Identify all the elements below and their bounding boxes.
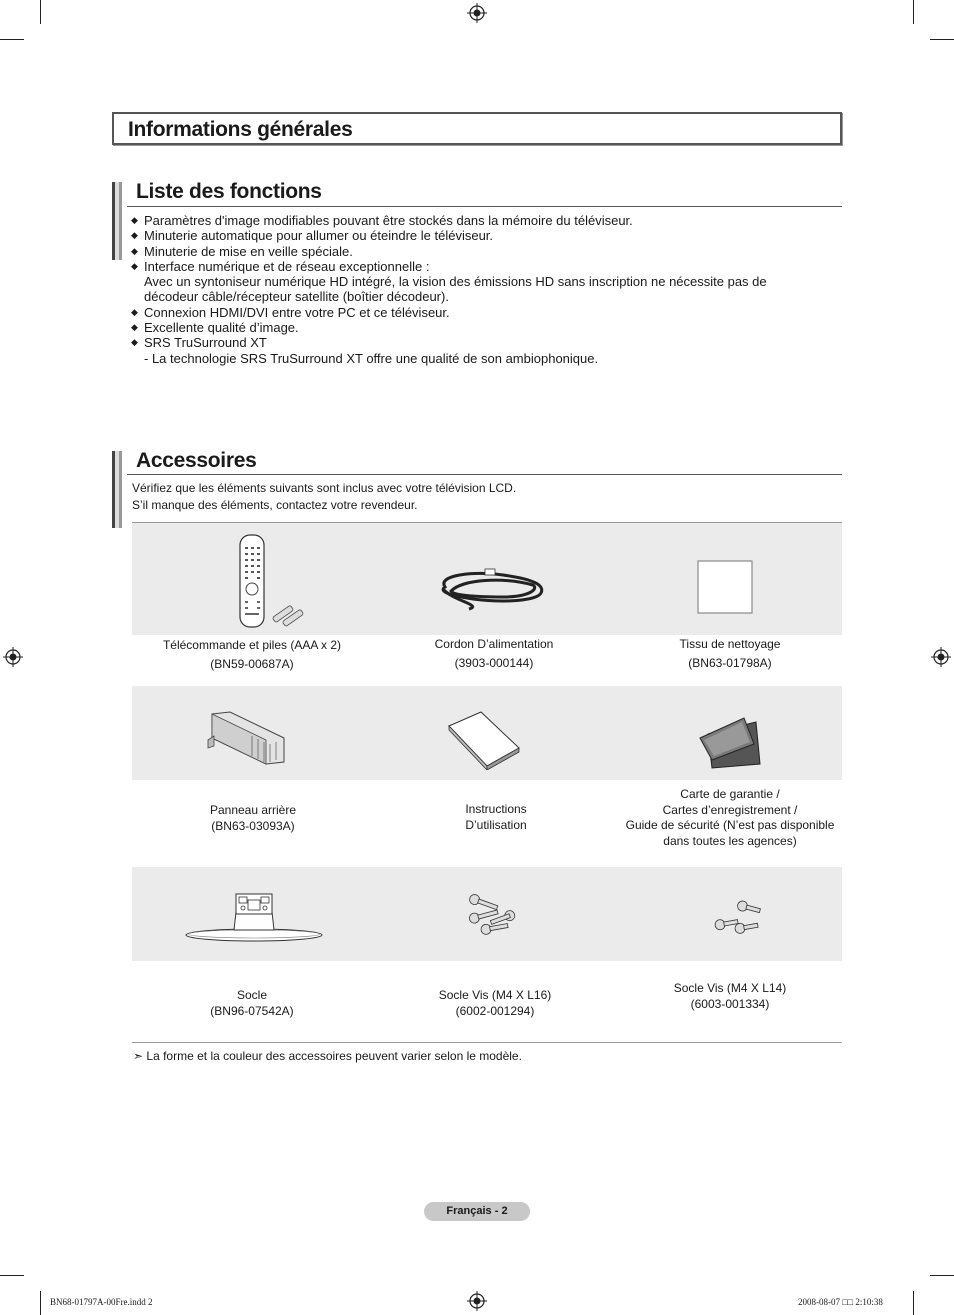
accessory-caption [612, 787, 848, 849]
caption-line: Socle Vis (M4 X L14) [673, 981, 787, 995]
crop-mark [913, 0, 914, 24]
bullet-icon: ◆ [131, 245, 138, 256]
crop-mark [40, 1291, 41, 1315]
accessory-caption [376, 637, 612, 671]
caption-line: Socle [236, 988, 268, 1002]
page-title-box [112, 112, 842, 145]
caption-line: Socle Vis (M4 X L16) [438, 988, 552, 1002]
list-item-detail: - La technologie SRS TruSurround XT offre une qualité de son ambiophonique. [144, 350, 599, 366]
caption-line: Cartes d’enregistrement / [662, 802, 798, 817]
caption-line: (BN96-07542A) [210, 1003, 294, 1018]
section-bar [112, 451, 122, 528]
screws-m4-l16-icon [466, 893, 522, 937]
remote-control-icon [232, 533, 312, 629]
caption-line: (6002-001294) [455, 1003, 535, 1018]
registration-mark-icon [467, 3, 487, 23]
grid-rule [132, 1042, 842, 1043]
bullet-icon: ◆ [131, 260, 138, 271]
accessories-note [133, 1049, 522, 1063]
list-item: ◆ Minuterie automatique pour allumer ou éteindre le téléviseur. [131, 228, 494, 244]
bullet-icon: ◆ [131, 306, 138, 317]
list-item: ◆ Minuterie de mise en veille spéciale. [131, 243, 353, 259]
section-bar [112, 182, 122, 260]
caption-line: Panneau arrière [209, 803, 297, 817]
registration-mark-icon [3, 647, 23, 667]
print-timestamp: 2008-08-07 □□ 2:10:38 [798, 1297, 883, 1307]
crop-mark [0, 1275, 24, 1276]
section-rule [127, 474, 842, 475]
feature-list [131, 213, 831, 366]
registration-mark-icon [931, 647, 951, 667]
stand-icon [184, 890, 324, 944]
list-item: ◆ Connexion HDMI/DVI entre votre PC et ce téléviseur. [131, 304, 450, 320]
note-text: La forme et la couleur des accessoires peuvent varier selon le modèle. [146, 1049, 522, 1063]
rear-panel-icon [204, 710, 288, 766]
page-number-badge: Français - 2 [424, 1202, 530, 1221]
note-arrow-icon: ➣ [133, 1049, 144, 1063]
power-cord-icon [433, 565, 549, 611]
caption-line: Tissu de nettoyage [679, 637, 781, 651]
caption-line: (BN63-03093A) [211, 818, 295, 833]
registration-mark-icon [467, 1291, 487, 1311]
caption-line: dans toutes les agences) [663, 833, 797, 848]
page-title: Informations générales [128, 118, 353, 141]
intro-line: Vérifiez que les éléments suivants sont inclus avec votre télévision LCD. [132, 481, 517, 495]
intro-line: S’il manque des éléments, contactez votre revendeur. [132, 498, 418, 512]
cleaning-cloth-icon [696, 559, 754, 615]
section-rule [127, 206, 842, 207]
caption-line: (BN59-00687A) [210, 656, 294, 671]
accessory-caption [134, 638, 370, 672]
crop-mark [930, 1275, 954, 1276]
list-item: ◆ Excellente qualité d’image. [131, 320, 299, 336]
caption-line: Télécommande et piles (AAA x 2) [162, 638, 342, 652]
accessory-caption [134, 988, 370, 1019]
accessory-caption [612, 637, 848, 671]
section-title-accessories: Accessoires [136, 449, 257, 472]
accessory-caption [378, 802, 614, 833]
bullet-icon: ◆ [131, 322, 138, 333]
accessory-caption [135, 803, 371, 834]
section-title-features: Liste des fonctions [136, 180, 322, 203]
caption-line: Guide de sécurité (N’est pas disponible [625, 818, 835, 832]
list-item: ◆ SRS TruSurround XT - La technologie SRS TruSurround XT offre une qualité de son ambiophonique. [131, 335, 831, 366]
caption-line: (BN63-01798A) [688, 655, 772, 670]
list-item-detail: Avec un syntoniseur numérique HD intégré, la vision des émissions HD sans inscription ne nécessite pas de [144, 274, 767, 290]
accessory-caption [612, 981, 848, 1012]
accessory-caption [377, 988, 613, 1019]
caption-line: (6003-001334) [690, 996, 770, 1011]
bullet-icon: ◆ [131, 215, 138, 225]
bullet-icon: ◆ [131, 230, 138, 241]
caption-line: (3903-000144) [454, 655, 534, 670]
screws-m4-l14-icon [712, 898, 762, 938]
crop-mark [913, 1291, 914, 1315]
list-item: ◆ Paramètres d'image modifiables pouvant être stockés dans la mémoire du téléviseur. [131, 213, 633, 228]
crop-mark [930, 39, 954, 40]
caption-line: Carte de garantie / [680, 787, 780, 801]
crop-mark [0, 39, 24, 40]
list-item: ◆ Interface numérique et de réseau exceptionnelle : Avec un syntoniseur numérique HD intégré, la vision des émissions HD sans inscription ne nécessite pas de décodeur câble/récepteur satellite (boîtier décodeur). [131, 259, 831, 305]
warranty-cards-icon [698, 714, 762, 770]
list-item-detail: décodeur câble/récepteur satellite (boîtier décodeur). [144, 289, 449, 305]
caption-line: Cordon D’alimentation [434, 637, 554, 651]
accessories-intro [132, 480, 516, 514]
caption-line: D’utilisation [465, 817, 527, 832]
bullet-icon: ◆ [131, 337, 138, 348]
manual-icon [445, 710, 523, 770]
caption-line: Instructions [465, 802, 527, 816]
file-name: BN68-01797A-00Fre.indd 2 [50, 1297, 153, 1307]
crop-mark [40, 0, 41, 24]
